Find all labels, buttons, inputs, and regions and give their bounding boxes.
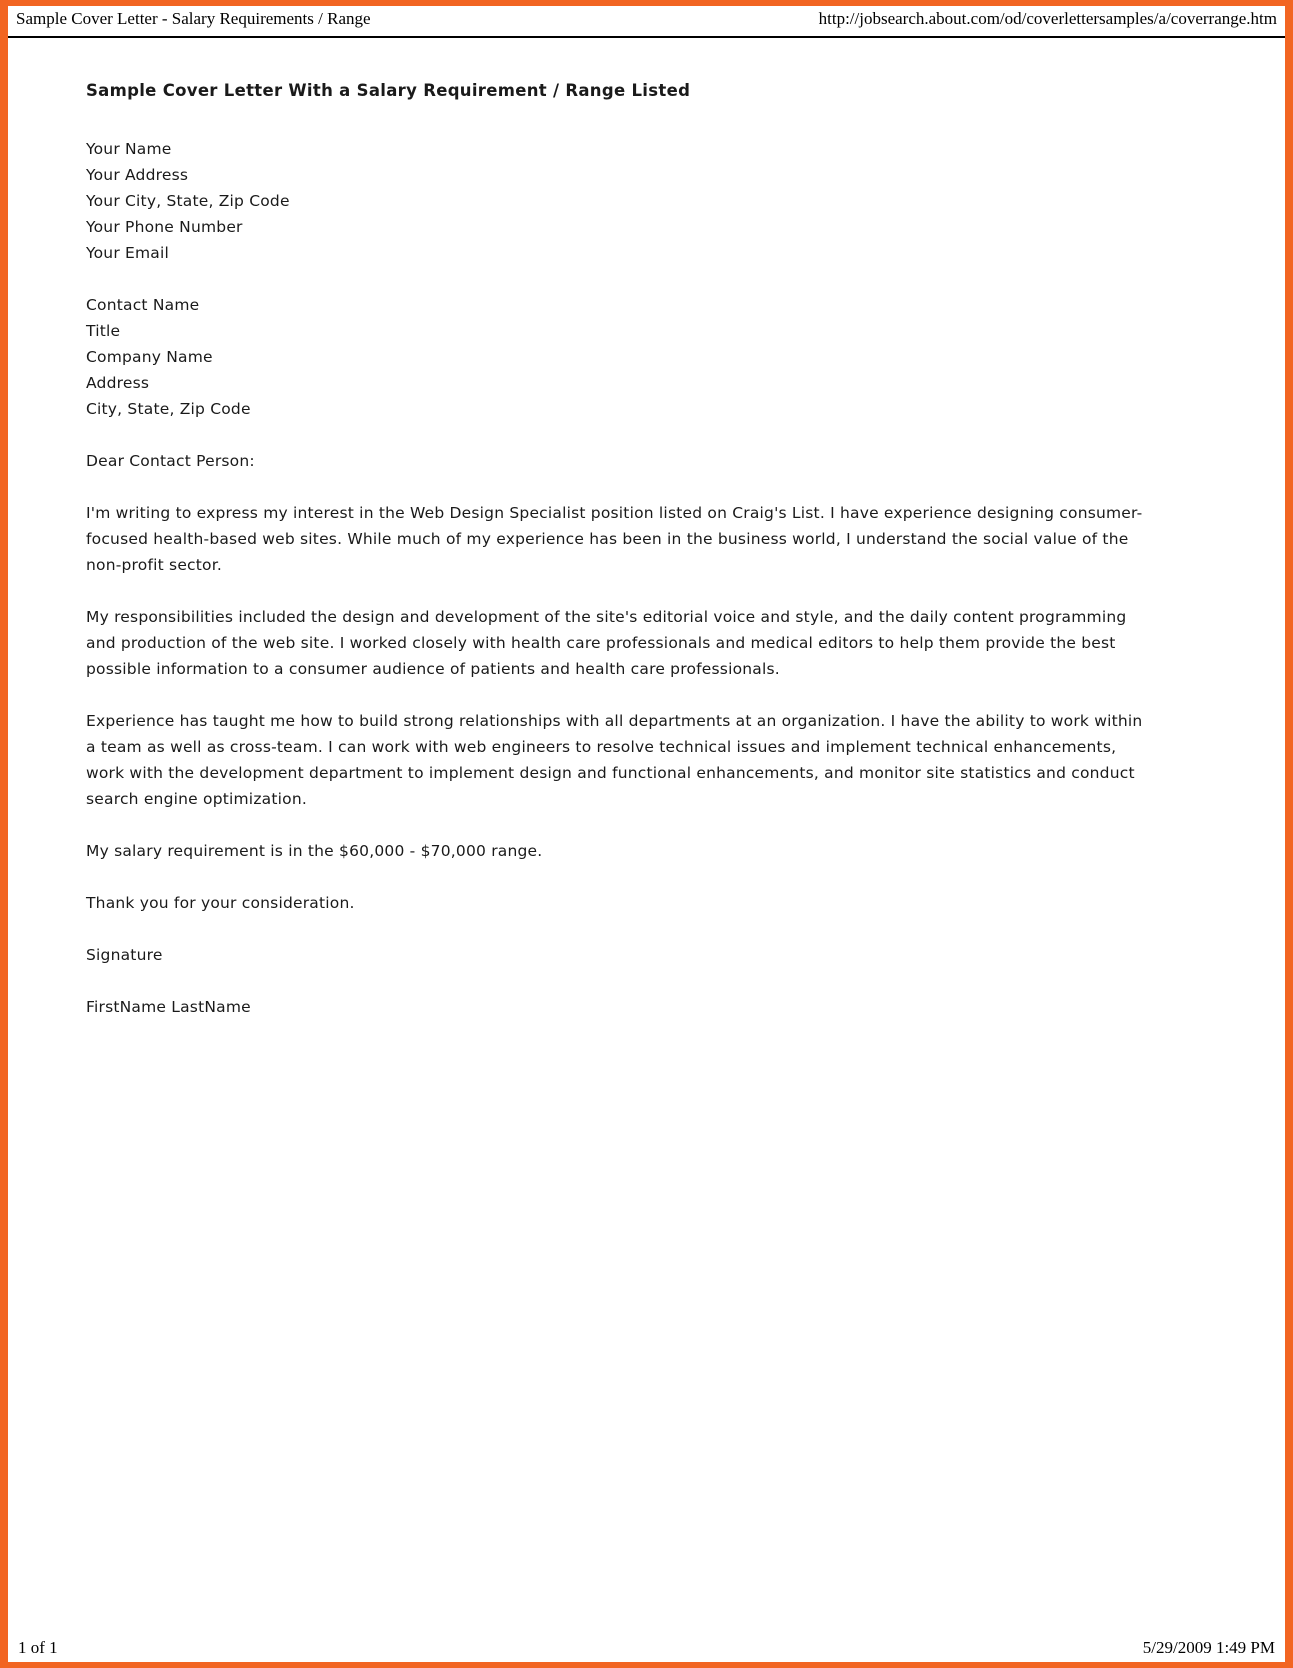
recipient-address-block — [86, 292, 1151, 422]
recipient-line: Address — [86, 374, 150, 392]
sender-line: Your Address — [86, 166, 189, 184]
sender-line: Your Email — [86, 244, 170, 262]
body-paragraph-2: My responsibilities included the design and development of the site's editorial voice and style, and the daily content programming and production of the web site. I worked closely with health care professionals and medical editors to help them provide the best possible information to a consumer audience of patients and health care professionals. — [86, 608, 1127, 678]
document-page — [8, 6, 1285, 1662]
body-paragraph-1: I'm writing to express my interest in the Web Design Specialist position listed on Craig's List. I have experience designing consumer-focused health-based web sites. While much of my experience has been in the business world, I understand the social value of the non-profit sector. — [86, 504, 1143, 574]
header-divider — [8, 36, 1285, 38]
recipient-line: Contact Name — [86, 296, 200, 314]
print-header-title: Sample Cover Letter - Salary Requirements / Range — [16, 9, 371, 28]
signer-name: FirstName LastName — [86, 998, 251, 1016]
signature-label: Signature — [86, 946, 163, 964]
sender-line: Your City, State, Zip Code — [86, 192, 290, 210]
salutation: Dear Contact Person: — [86, 452, 255, 470]
letter-title: Sample Cover Letter With a Salary Requirement / Range Listed — [86, 81, 691, 100]
sender-line: Your Name — [86, 140, 172, 158]
print-header-url: http://jobsearch.about.com/od/coverlettersamples/a/coverrange.htm — [818, 9, 1277, 28]
recipient-line: Title — [86, 322, 121, 340]
body-paragraph-3: Experience has taught me how to build strong relationships with all departments at an organization. I have the ability to work within a team as well as cross-team. I can work with web engineers to resolve technical issues and implement technical enhancements, work with the development department to implement design and functional enhancements, and monitor site statistics and conduct search engine optimization. — [86, 712, 1143, 808]
print-footer-page: 1 of 1 — [18, 1638, 58, 1657]
sender-address-block — [86, 136, 1151, 266]
sender-line: Your Phone Number — [86, 218, 243, 236]
print-header — [8, 6, 1285, 36]
thank-you-paragraph: Thank you for your consideration. — [86, 894, 355, 912]
cover-letter-body — [86, 78, 1151, 1020]
print-footer-date: 5/29/2009 1:49 PM — [1142, 1638, 1275, 1657]
salary-requirement-paragraph: My salary requirement is in the $60,000 - $70,000 range. — [86, 842, 543, 860]
recipient-line: City, State, Zip Code — [86, 400, 251, 418]
recipient-line: Company Name — [86, 348, 213, 366]
print-footer — [8, 1638, 1285, 1658]
